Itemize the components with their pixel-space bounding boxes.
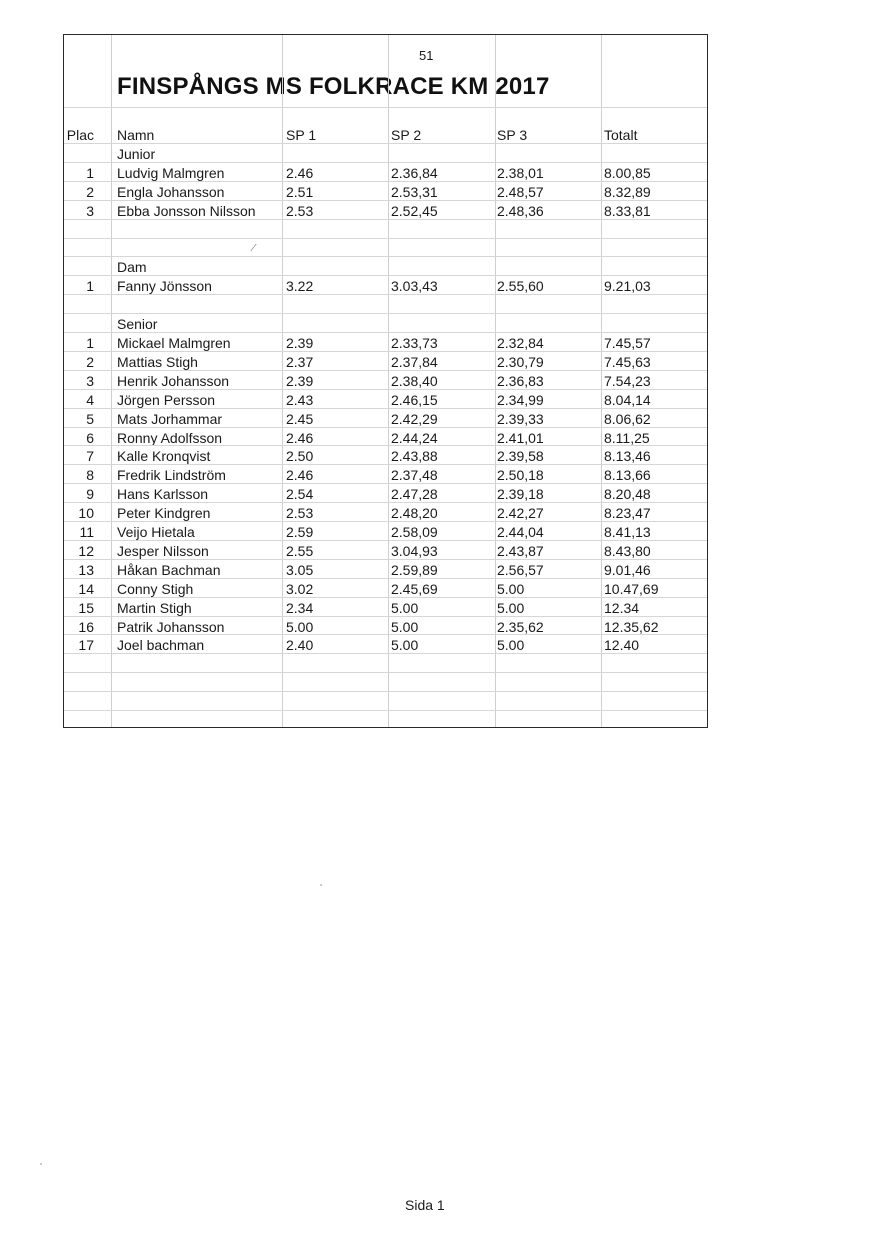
cell-plac: 5 [86,410,94,427]
cell-plac: 11 [79,524,94,540]
grid-row-line [64,162,707,163]
grid-column-line [601,35,602,727]
cell-sp3: 2.55,60 [497,278,544,295]
grid-column-line [388,35,389,727]
cell-name: Henrik Johansson [117,372,230,389]
cell-sp2: 2.33,73 [391,335,438,351]
grid-row-line [64,408,707,409]
cell-sp3: 5.00 [497,599,525,616]
cell-total: 8.00,85 [604,164,651,181]
cell-sp1: 2.37 [286,353,314,370]
column-header-plac: Plac [66,127,94,143]
cell-name: Fredrik Lindström [117,467,226,484]
grid-row-line [64,616,707,617]
results-sheet [63,34,708,728]
cell-sp3: 2.44,04 [497,524,544,540]
class-heading: Senior [117,316,158,333]
grid-column-line [111,35,112,727]
cell-name: Jesper Nilsson [117,542,209,559]
column-header-sp1: SP 1 [286,127,317,143]
cell-sp1: 2.46 [286,164,314,181]
cell-total: 8.04,14 [604,391,651,408]
cell-sp1: 3.22 [286,278,314,295]
cell-name: Engla Johansson [117,183,225,200]
cell-plac: 2 [86,353,94,370]
cell-plac: 2 [86,183,94,200]
cell-plac: 14 [78,580,94,597]
cell-plac: 9 [86,486,94,503]
grid-row-line [64,351,707,352]
grid-row-line [64,389,707,390]
cell-total: 9.21,03 [604,278,651,295]
cell-plac: 1 [86,164,94,181]
grid-row-line [64,181,707,182]
cell-sp3: 2.36,83 [497,372,544,389]
cell-total: 8.13,46 [604,448,651,465]
cell-name: Fanny Jönsson [117,278,212,295]
cell-sp1: 5.00 [286,618,314,635]
cell-plac: 13 [78,561,94,578]
grid-row-line [64,107,707,108]
cell-sp2: 2.42,29 [391,410,438,427]
cell-sp3: 5.00 [497,637,525,654]
cell-sp1: 3.05 [286,561,314,578]
cell-sp3: 5.00 [497,580,525,597]
cell-plac: 7 [86,448,94,465]
grid-row-line [64,559,707,560]
cell-total: 8.11,25 [604,429,650,446]
cell-sp2: 2.52,45 [391,202,438,219]
grid-row-line [64,691,707,692]
cell-total: 8.41,13 [604,524,651,540]
cell-plac: 17 [78,637,94,654]
grid-row-line [64,256,707,257]
cell-sp2: 2.48,20 [391,505,438,522]
cell-sp2: 5.00 [391,599,419,616]
cell-name: Conny Stigh [117,580,194,597]
grid-row-line [64,294,707,295]
grid-row-line [64,597,707,598]
grid-column-line [495,35,496,727]
cell-name: Ludvig Malmgren [117,164,225,181]
cell-sp2: 2.37,84 [391,353,438,370]
cell-sp2: 5.00 [391,637,419,654]
class-heading: Junior [117,146,156,162]
cell-sp3: 2.39,58 [497,448,544,465]
column-header-name: Namn [117,127,155,143]
cell-total: 7.54,23 [604,372,651,389]
grid-column-line [282,35,283,727]
cell-total: 8.13,66 [604,467,651,484]
grid-row-line [64,332,707,333]
cell-total: 9.01,46 [604,561,651,578]
cell-total: 8.06,62 [604,410,651,427]
cell-sp2: 2.38,40 [391,372,438,389]
cell-total: 8.23,47 [604,505,651,522]
cell-sp1: 2.59 [286,524,314,540]
grid-row-line [64,540,707,541]
cell-sp3: 2.56,57 [497,561,544,578]
grid-row-line [64,427,707,428]
class-heading: Dam [117,259,147,276]
grid-row-line [64,653,707,654]
cell-sp3: 2.43,87 [497,542,544,559]
cell-plac: 3 [86,372,94,389]
grid-row-line [64,672,707,673]
grid-row-line [64,464,707,465]
cell-total: 12.40 [604,637,640,654]
cell-sp3: 2.41,01 [497,429,544,446]
cell-plac: 3 [86,202,94,219]
cell-name: Joel bachman [117,637,205,654]
column-header-total: Totalt [604,127,638,143]
cell-sp1: 2.43 [286,391,314,408]
cell-total: 8.33,81 [604,202,651,219]
grid-row-line [64,313,707,314]
grid-row-line [64,521,707,522]
grid-row-line [64,219,707,220]
cell-sp1: 3.02 [286,580,314,597]
cell-sp2: 2.43,88 [391,448,438,465]
cell-name: Håkan Bachman [117,561,221,578]
cell-name: Mickael Malmgren [117,335,231,351]
scan-speck [40,1163,42,1165]
cell-plac: 10 [78,505,94,522]
grid-row-line [64,578,707,579]
cell-sp1: 2.34 [286,599,314,616]
grid-row-line [64,634,707,635]
cell-sp1: 2.46 [286,429,314,446]
grid-row-line [64,370,707,371]
grid-row-line [64,445,707,446]
cell-total: 12.35,62 [604,618,659,635]
cell-sp1: 2.45 [286,410,314,427]
cell-sp1: 2.54 [286,486,314,503]
cell-name: Jörgen Persson [117,391,216,408]
cell-name: Mats Jorhammar [117,410,223,427]
cell-sp3: 2.38,01 [497,164,544,181]
pen-mark: ⁄ [253,243,255,254]
cell-sp3: 2.39,33 [497,410,544,427]
cell-name: Patrik Johansson [117,618,225,635]
cell-name: Ronny Adolfsson [117,429,223,446]
cell-name: Peter Kindgren [117,505,211,522]
cell-sp2: 2.53,31 [391,183,438,200]
cell-total: 8.32,89 [604,183,651,200]
grid-row-line [64,710,707,711]
cell-sp1: 2.55 [286,542,314,559]
cell-name: Ebba Jonsson Nilsson [117,202,256,219]
column-header-sp3: SP 3 [497,127,528,143]
cell-sp2: 5.00 [391,618,419,635]
cell-sp3: 2.34,99 [497,391,544,408]
grid-row-line [64,143,707,144]
cell-sp1: 2.46 [286,467,314,484]
cell-sp2: 2.59,89 [391,561,438,578]
cell-total: 8.20,48 [604,486,651,503]
page-number: 51 [419,48,434,63]
cell-sp1: 2.51 [286,183,314,200]
cell-plac: 15 [78,599,94,616]
cell-total: 7.45,57 [604,335,651,351]
cell-total: 8.43,80 [604,542,651,559]
grid-row-line [64,483,707,484]
cell-sp2: 2.44,24 [391,429,438,446]
cell-sp3: 2.48,36 [497,202,544,219]
cell-sp1: 2.53 [286,202,314,219]
cell-sp3: 2.30,79 [497,353,544,370]
cell-sp3: 2.32,84 [497,335,544,351]
grid-row-line [64,200,707,201]
cell-plac: 4 [86,391,94,408]
cell-name: Kalle Kronqvist [117,448,211,465]
cell-total: 10.47,69 [604,580,659,597]
cell-sp2: 2.47,28 [391,486,438,503]
cell-sp2: 2.46,15 [391,391,438,408]
cell-sp1: 2.50 [286,448,314,465]
scan-speck [320,884,322,886]
cell-plac: 1 [86,335,94,351]
cell-plac: 12 [78,542,94,559]
cell-plac: 8 [86,467,94,484]
cell-total: 12.34 [604,599,640,616]
cell-sp1: 2.39 [286,372,314,389]
cell-sp3: 2.42,27 [497,505,544,522]
cell-name: Veijo Hietala [117,524,195,540]
cell-name: Martin Stigh [117,599,192,616]
cell-sp3: 2.48,57 [497,183,544,200]
cell-sp3: 2.39,18 [497,486,544,503]
page-footer: Sida 1 [405,1197,445,1213]
cell-sp2: 2.37,48 [391,467,438,484]
cell-name: Hans Karlsson [117,486,209,503]
cell-sp2: 3.04,93 [391,542,438,559]
grid-row-line [64,238,707,239]
cell-sp3: 2.50,18 [497,467,544,484]
cell-sp2: 3.03,43 [391,278,438,295]
cell-sp1: 2.40 [286,637,314,654]
cell-name: Mattias Stigh [117,353,198,370]
cell-sp1: 2.53 [286,505,314,522]
column-header-sp2: SP 2 [391,127,422,143]
cell-sp3: 2.35,62 [497,618,544,635]
cell-sp2: 2.36,84 [391,164,438,181]
grid-row-line [64,275,707,276]
cell-plac: 16 [78,618,94,635]
page-title: FINSPÅNGS MS FOLKRACE KM 2017 [117,73,550,100]
grid-row-line [64,502,707,503]
cell-sp2: 2.58,09 [391,524,438,540]
cell-plac: 6 [86,429,94,446]
cell-sp2: 2.45,69 [391,580,438,597]
cell-total: 7.45,63 [604,353,651,370]
cell-plac: 1 [86,278,94,295]
cell-sp1: 2.39 [286,335,314,351]
